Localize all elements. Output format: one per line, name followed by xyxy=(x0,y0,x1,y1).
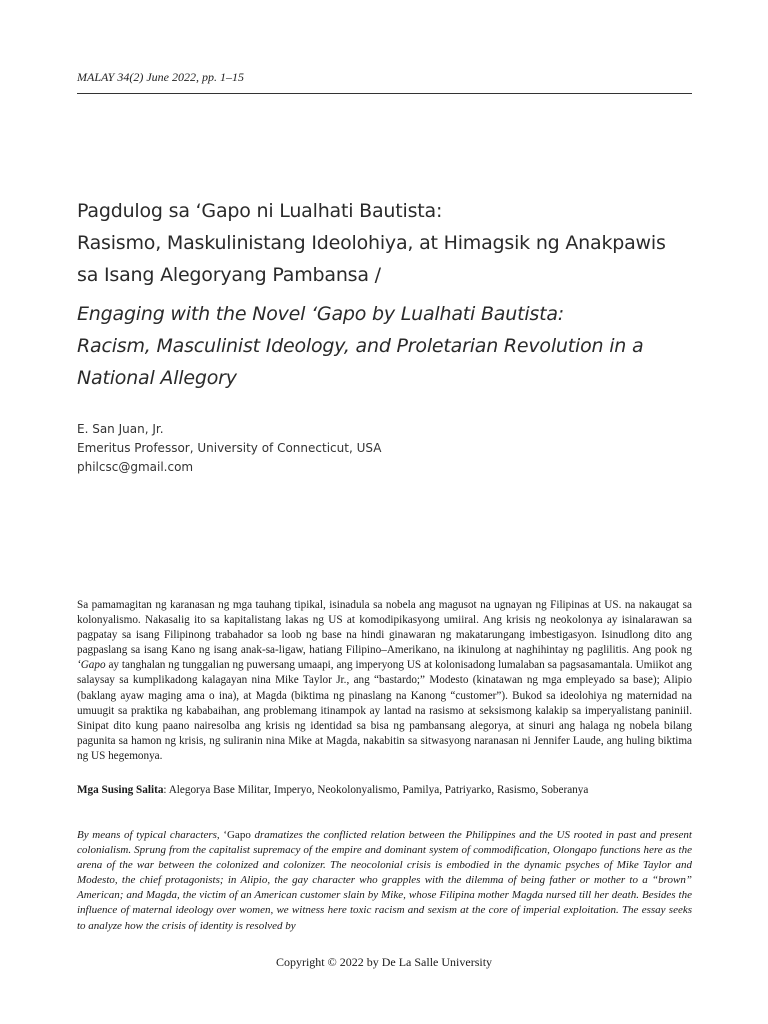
abstract-filipino xyxy=(77,598,692,764)
title-filipino-line2: Rasismo, Maskulinistang Ideolohiya, at Himagsik ng Anakpawis xyxy=(77,232,666,254)
title-english-line2: Racism, Masculinist Ideology, and Proletarian Revolution in a xyxy=(77,335,644,357)
author-name: E. San Juan, Jr. xyxy=(77,422,164,436)
header-rule xyxy=(77,93,692,94)
title-filipino-line3: sa Isang Alegoryang Pambansa / xyxy=(77,264,381,286)
title-filipino-line1: Pagdulog sa ‘Gapo ni Lualhati Bautista: xyxy=(77,200,443,222)
author-email[interactable]: philcsc@gmail.com xyxy=(77,460,194,474)
abstract-english xyxy=(77,828,692,934)
author-block xyxy=(77,420,381,477)
abstract-english-text-1: By means of typical characters, xyxy=(77,829,224,841)
keywords xyxy=(77,783,692,798)
author-affiliation: Emeritus Professor, University of Connecticut, USA xyxy=(77,441,382,455)
copyright-notice: Copyright © 2022 by De La Salle University xyxy=(275,955,493,969)
abstract-english-text-2: dramatizes the conflicted relation between the Philippines and the US rooted in past and present colonialism. Sprung from the capitalist supremacy of the empire and dominant system of commodification, Olongapo functions here as the arena of the war between the colonized and colonizer. The neocolonial crisis is embodied in the dynamic psyches of Mike Taylor and Modesto, the chief protagonists; in Alipio, the gay character who grapples with the dilemma of being father or mother to a “brown” American; and Magda, the victim of an American customer slain by Mike, whose Filipina mother Magda nursed till her death. Besides the influence of maternal ideology over women, we witness here toxic racism and sexism at the core of imperial exploitation. The essay seeks to analyze how the crisis of identity is resolved by xyxy=(77,829,692,932)
title-english-line1: Engaging with the Novel ‘Gapo by Lualhati Bautista: xyxy=(77,303,565,325)
abstract-filipino-text-1: Sa pamamagitan ng karanasan ng mga tauhang tipikal, isinadula sa nobela ang magusot na ugnayan ng Filipinas at US. na nakaugat sa kolonyalismo. Nakasalig ito sa kapitalistang lakas ng US at komodipikasyong umiiral. Ang krisis ng neokolonya ay isinalarawan sa pagpatay sa isang Filipinong trabahador sa loob ng base na hindi ginawaran ng makatarungang imbestigasyon. Isinudlong dito ang pagpaslang sa isang Kano ng isang anak-sa-ligaw, hatiang Filipino–Amerikano, na ikinulong at naghihintay ng paglilitis. Ang pook ng xyxy=(77,599,692,657)
title-filipino xyxy=(77,195,717,291)
abstract-filipino-text-2: ay tanghalan ng tunggalian ng puwersang umaapi, ang imperyong US at kolonisadong lumalaban sa pagsasamantala. Umiikot ang salaysay sa kumplikadong kalagayan nina Mike Taylor Jr., ang “bastardo;” Modesto (kinatawan ng mga empleyado sa base); Alipio (baklang ayaw maging ama o ina), at Magda (biktima ng pinaslang na Kanong “customer”). Bukod sa ideolohiya ng maternidad na umuugit sa praktika ng kababaihan, ang problemang itinampok ay lantad na rasismo at seksismong kalakip sa imperyalistang paniniil. Sinipat dito kung paano nairesolba ang krisis ng identidad sa bisa ng pambansang alegorya, at sinuri ang halaga ng nobela bilang pagunita sa hamon ng krisis, ng suliranin nina Mike at Magda, nakabitin sa sitwasyong naranasan ni Jennifer Laude, ang huling biktima ng US hegemonya. xyxy=(77,659,692,762)
running-header: MALAY 34(2) June 2022, pp. 1–15 xyxy=(77,70,244,84)
title-english xyxy=(77,298,717,394)
abstract-filipino-italic-title: ‘Gapo xyxy=(77,659,106,672)
keywords-text: : Alegorya Base Militar, Imperyo, Neokolonyalismo, Pamilya, Patriyarko, Rasismo, Soberanya xyxy=(163,784,589,796)
abstract-english-roman-title: ‘Gapo xyxy=(223,829,251,841)
keywords-label: Mga Susing Salita xyxy=(77,784,164,796)
title-english-line3: National Allegory xyxy=(77,367,237,389)
